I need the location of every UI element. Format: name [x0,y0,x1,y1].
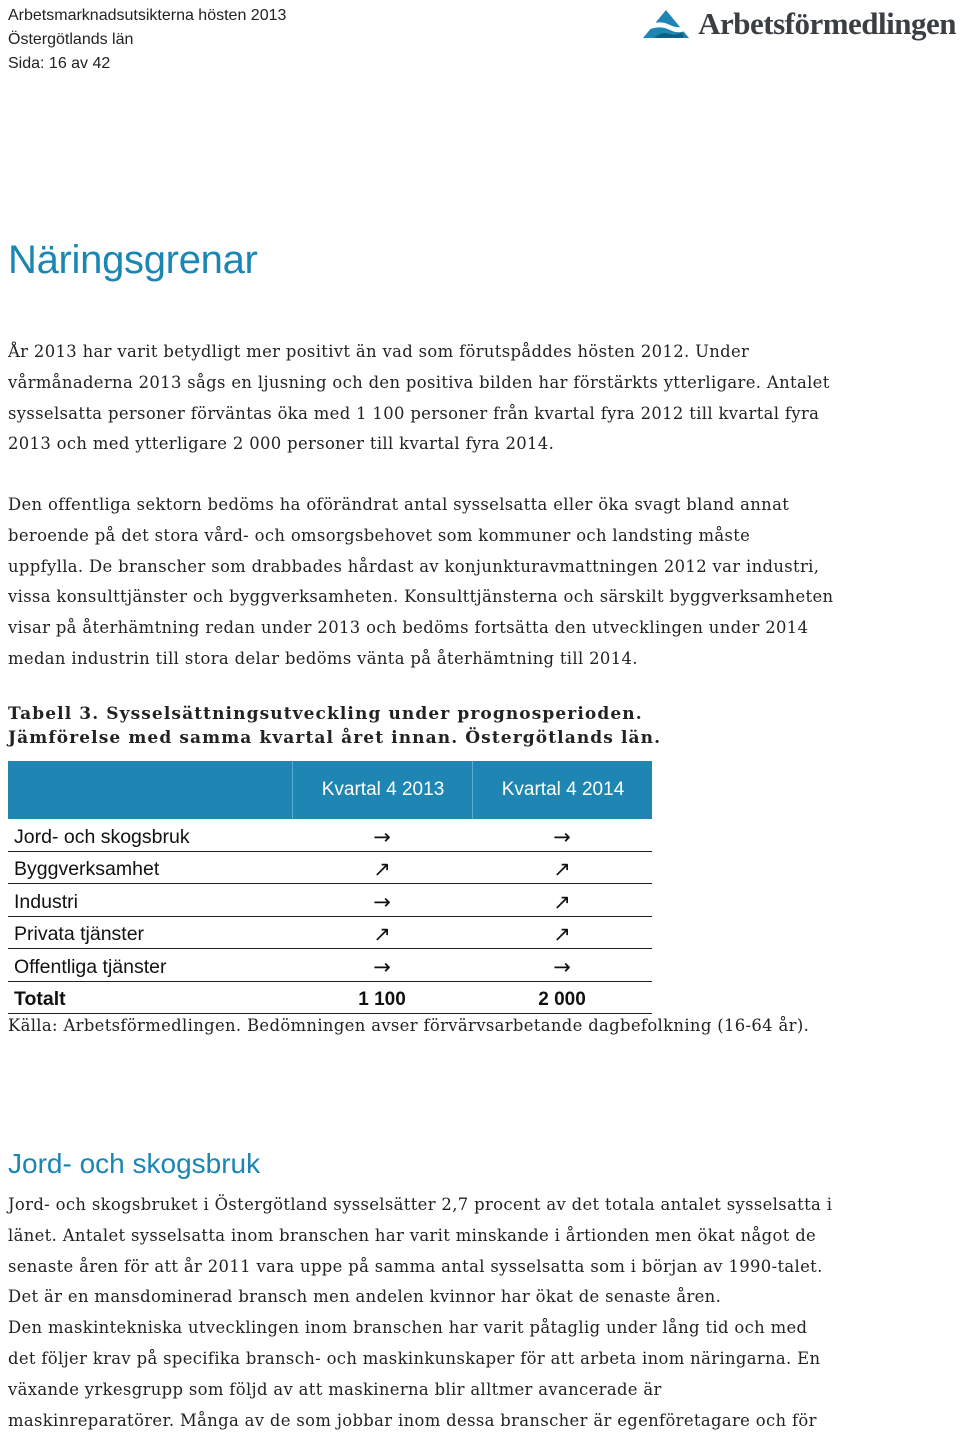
trend-arrow-icon: → [373,824,391,849]
table-caption-line: Jämförelse med samma kvartal året innan. Östergötlands län. [8,728,662,748]
trend-arrow-icon: ↗ [373,922,391,946]
section-title-jord-och-skogsbruk: Jord- och skogsbruk [8,1148,261,1179]
table-row [8,884,652,917]
text-line: beroende på det stora vård- och omsorgsbehovet som kommuner och landsting måste [8,525,751,545]
table-caption [8,702,908,750]
text-line: vissa konsulttjänster och byggverksamheten. Konsulttjänsterna och särskilt byggverksamheten [8,587,834,607]
table-caption-line: Tabell 3. Sysselsättningsutveckling under prognosperioden. [8,704,643,724]
trend-arrow-icon: ↗ [553,857,571,881]
text-line: länet. Antalet sysselsatta inom branschen har varit minskande i årtionden men ökat något de [8,1225,817,1245]
text-line: 2013 och med ytterligare 2 000 personer till kvartal fyra 2014. [8,434,555,454]
logo-text: Arbetsförmedlingen [698,6,956,41]
text-line: medan industrin till stora delar bedöms vänta på återhämtning till 2014. [8,648,638,668]
employment-table [8,761,652,1014]
total-label: Totalt [14,988,66,1010]
trend-arrow-icon: → [553,954,571,979]
section-title-naringsgrenar: Näringsgrenar [8,238,258,282]
text-line: uppfylla. De branscher som drabbades hårdast av konjunkturavmattningen 2012 var industri, [8,556,820,576]
page-number: Sida: 16 av 42 [8,55,111,72]
text-line: Jord- och skogsbruket i Östergötland sysselsätter 2,7 procent av det totala antalet sysselsatta i [8,1195,833,1214]
arbetsformedlingen-logo [640,6,956,42]
column-header-2013: Kvartal 4 2013 [292,761,473,819]
row-label: Privata tjänster [14,923,145,945]
table-row-total [8,982,652,1015]
text-line: Det är en mansdominerad bransch men andelen kvinnor har ökat de senaste åren. [8,1287,722,1307]
column-header-2014: Kvartal 4 2014 [472,761,653,819]
text-line: senaste åren för att år 2011 vara uppe på samma antal sysselsatta som i början av 1990-talet. [8,1256,823,1276]
row-label: Offentliga tjänster [14,955,167,978]
trend-arrow-icon: ↗ [373,857,391,881]
text-line: visar på återhämtning redan under 2013 och bedöms fortsätta den utvecklingen under 2014 [8,618,809,638]
total-2013: 1 100 [358,989,406,1010]
text-line: Den maskintekniska utvecklingen inom branschen har varit påtaglig under lång tid och med [8,1318,808,1338]
trend-arrow-icon: → [373,954,391,979]
text-line: maskinreparatörer. Många av de som jobbar inom dessa branscher är egenföretagare och för [8,1410,817,1430]
table-row [8,852,652,885]
intro-paragraph [8,337,908,460]
text-line: År 2013 har varit betydligt mer positivt än vad som förutspåddes hösten 2012. Under [8,342,750,361]
row-label: Industri [14,890,78,913]
agriculture-paragraph [8,1190,908,1436]
report-title: Arbetsmarknadsutsikterna hösten 2013 [8,7,287,24]
text-line: växande yrkesgrupp som följd av att maskinerna blir alltmer avancerade är [8,1379,662,1399]
total-2014: 2 000 [538,989,586,1010]
row-label: Jord- och skogsbruk [14,825,190,848]
row-label: Byggverksamhet [14,858,160,880]
trend-arrow-icon: ↗ [553,889,571,914]
page-header [8,4,286,76]
trend-arrow-icon: → [373,889,391,914]
table-row [8,819,652,852]
table-row [8,917,652,950]
public-sector-paragraph [8,490,908,675]
trend-arrow-icon: ↗ [553,922,571,946]
table-row [8,949,652,982]
text-line: sysselsatta personer förväntas öka med 1 100 personer från kvartal fyra 2012 till kvartal fyra [8,403,820,423]
table-source: Källa: Arbetsförmedlingen. Bedömningen avser förvärvsarbetande dagbefolkning (16-64 år). [8,1016,810,1035]
table-header [8,761,652,819]
text-line: det följer krav på specifika bransch- och maskinkunskaper för att arbeta inom näringarna. En [8,1348,821,1368]
text-line: vårmånaderna 2013 sågs en ljusning och den positiva bilden har förstärkts ytterligare. Antalet [8,372,830,392]
region-label: Östergötlands län [8,31,134,48]
trend-arrow-icon: → [553,824,571,849]
text-line: Den offentliga sektorn bedöms ha oförändrat antal sysselsatta eller öka svagt bland annat [8,495,790,514]
logo-mark-icon [640,7,692,41]
